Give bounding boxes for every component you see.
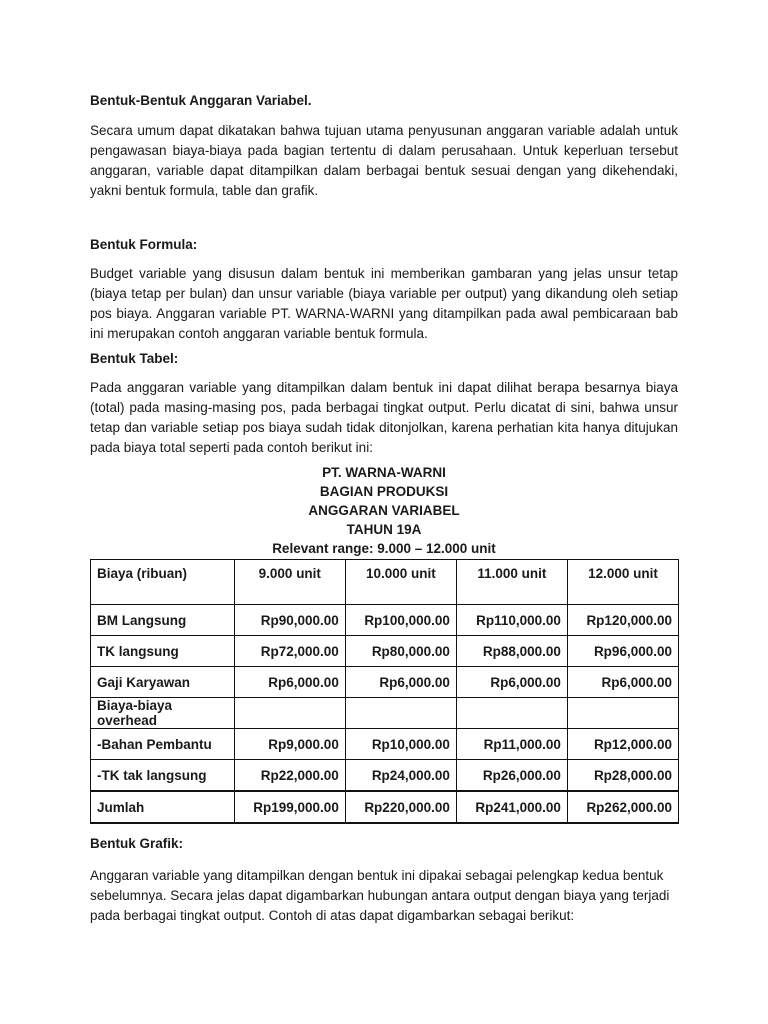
table-row: [91, 605, 679, 636]
section-heading-bentuk-anggaran: Bentuk-Bentuk Anggaran Variabel.: [90, 93, 312, 108]
section-heading-tabel: Bentuk Tabel:: [90, 351, 179, 366]
table-row: [91, 667, 679, 698]
table-cell: Rp6,000.00: [456, 667, 567, 698]
table-total-cell: Rp220,000.00: [345, 791, 456, 823]
table-cell: Rp28,000.00: [567, 760, 678, 792]
table-cell: Rp22,000.00: [234, 760, 345, 792]
table-title-range: Relevant range: 9.000 – 12.000 unit: [272, 541, 496, 556]
table-total-cell: Rp199,000.00: [234, 791, 345, 823]
tabel-paragraph: Pada anggaran variable yang ditampilkan dalam bentuk ini dapat dilihat berapa besarnya biaya (total) pada masing-masing pos, pada berbagai tingkat output. Perlu dicatat di sini, bahwa unsur tetap dan variable setiap pos biaya sudah tidak ditonjolkan, karena perhatian kita hanya ditujukan pada biaya total seperti pada contoh berikut ini:: [90, 380, 678, 455]
table-header-cell: 11.000 unit: [456, 560, 567, 605]
table-row: [91, 698, 679, 729]
table-cell: Rp6,000.00: [345, 667, 456, 698]
table-title-company: PT. WARNA-WARNI: [322, 465, 446, 480]
table-cell: Rp6,000.00: [567, 667, 678, 698]
table-cell: Rp88,000.00: [456, 636, 567, 667]
table-header-cell: Biaya (ribuan): [91, 560, 235, 605]
section-heading-grafik: Bentuk Grafik:: [90, 836, 184, 851]
table-cell: Rp90,000.00: [234, 605, 345, 636]
table-header-cell: 9.000 unit: [234, 560, 345, 605]
table-cell: -Bahan Pembantu: [91, 729, 235, 760]
table-total-cell: Jumlah: [91, 791, 235, 823]
table-cell: [456, 698, 567, 729]
table-cell: [234, 698, 345, 729]
table-cell: TK langsung: [91, 636, 235, 667]
table-header-cell: 12.000 unit: [567, 560, 678, 605]
table-cell: Rp80,000.00: [345, 636, 456, 667]
table-cell: Rp110,000.00: [456, 605, 567, 636]
table-cell: Biaya-biaya overhead: [91, 698, 235, 729]
formula-paragraph: Budget variable yang disusun dalam bentuk ini memberikan gambaran yang jelas unsur tetap (biaya tetap per bulan) dan unsur variable (biaya variable per output) yang dikandung oleh setiap pos biaya. Anggaran variable PT. WARNA-WARNI yang ditampilkan pada awal pembicaraan bab ini merupakan contoh anggaran variable bentuk formula.: [90, 266, 678, 341]
table-header-cell: 10.000 unit: [345, 560, 456, 605]
table-cell: Rp72,000.00: [234, 636, 345, 667]
table-title-year: TAHUN 19A: [346, 522, 422, 537]
grafik-paragraph: Anggaran variable yang ditampilkan dengan bentuk ini dipakai sebagai pelengkap kedua bentuk sebelumnya. Secara jelas dapat digambarkan hubungan antara output dengan biaya yang terjadi pada berbagai tingkat output. Contoh di atas dapat digambarkan sebagai berikut:: [90, 868, 670, 923]
table-cell: Rp100,000.00: [345, 605, 456, 636]
table-total-cell: Rp241,000.00: [456, 791, 567, 823]
table-cell: Rp26,000.00: [456, 760, 567, 792]
table-cell: -TK tak langsung: [91, 760, 235, 792]
table-header-row: [91, 560, 679, 605]
table-cell: BM Langsung: [91, 605, 235, 636]
table-cell: Rp10,000.00: [345, 729, 456, 760]
table-cell: Gaji Karyawan: [91, 667, 235, 698]
table-cell: Rp11,000.00: [456, 729, 567, 760]
table-title-budget: ANGGARAN VARIABEL: [308, 503, 460, 518]
table-cell: Rp6,000.00: [234, 667, 345, 698]
table-cell: Rp9,000.00: [234, 729, 345, 760]
table-row: [91, 636, 679, 667]
table-row: [91, 729, 679, 760]
table-cell: [567, 698, 678, 729]
budget-table: [90, 559, 679, 824]
intro-paragraph: Secara umum dapat dikatakan bahwa tujuan utama penyusunan anggaran variable adalah untuk pengawasan biaya-biaya pada bagian tertentu di dalam perusahaan. Untuk keperluan tersebut anggaran, variable dapat ditampilkan dalam berbagai bentuk sesuai dengan yang dikehendaki, yakni bentuk formula, table dan grafik.: [90, 123, 678, 198]
table-row: [91, 760, 679, 792]
table-cell: Rp120,000.00: [567, 605, 678, 636]
table-title-department: BAGIAN PRODUKSI: [319, 484, 449, 499]
table-total-row: [91, 791, 679, 823]
table-cell: Rp96,000.00: [567, 636, 678, 667]
table-cell: [345, 698, 456, 729]
table-cell: Rp24,000.00: [345, 760, 456, 792]
table-total-cell: Rp262,000.00: [567, 791, 678, 823]
section-heading-formula: Bentuk Formula:: [90, 237, 198, 252]
table-cell: Rp12,000.00: [567, 729, 678, 760]
